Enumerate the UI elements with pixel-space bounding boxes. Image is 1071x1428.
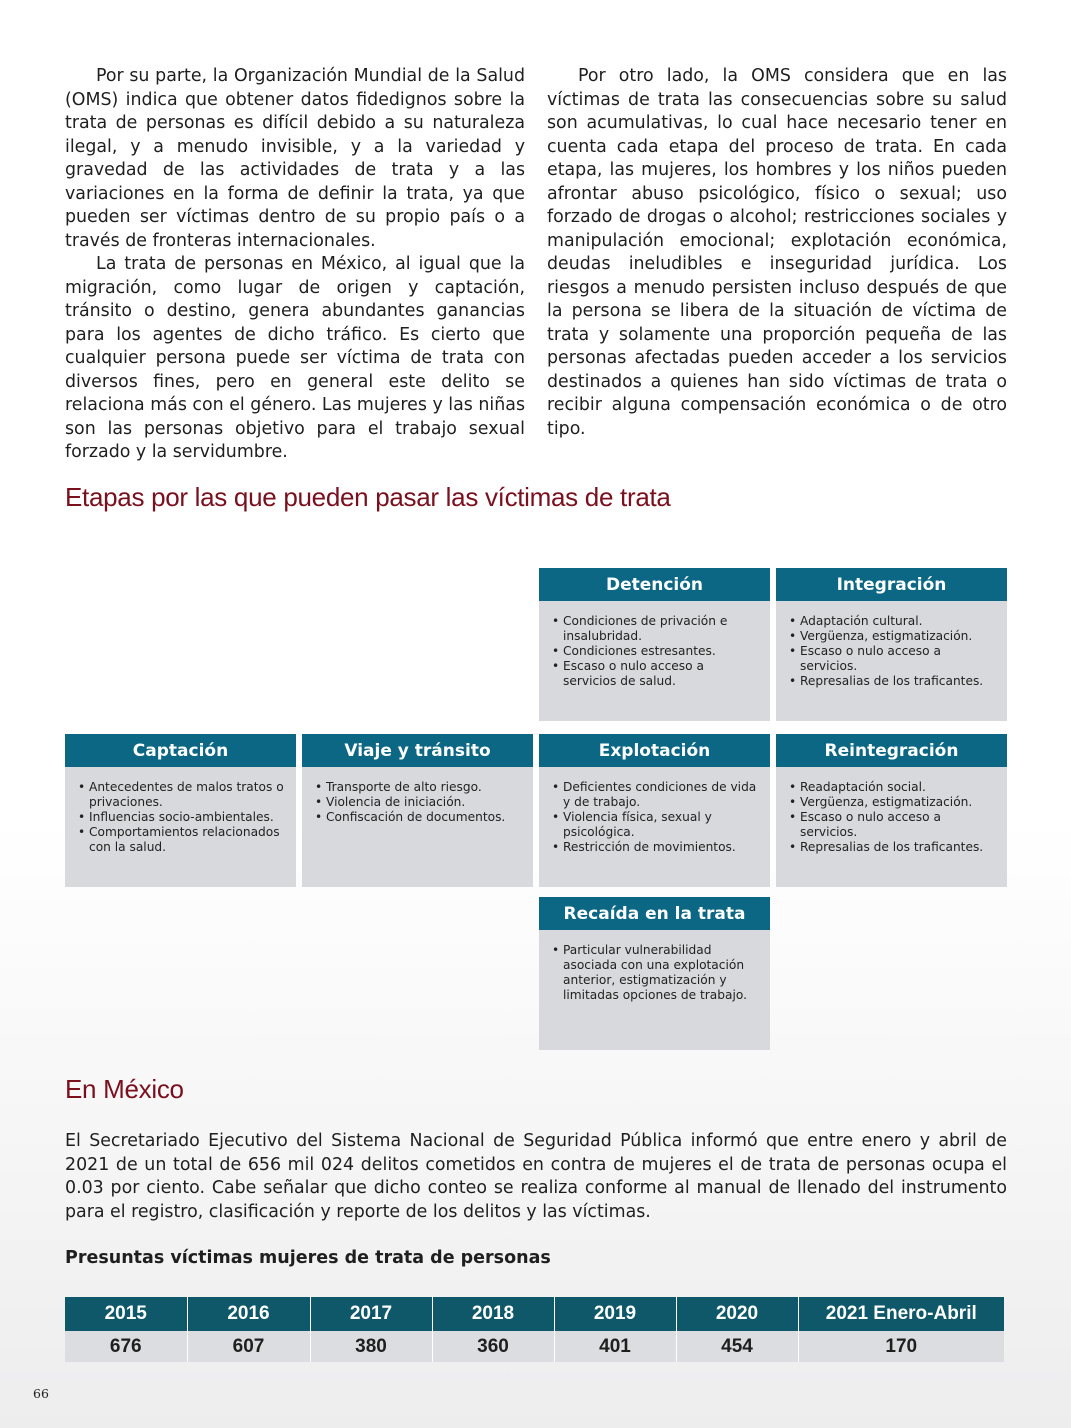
stage-item: • Adaptación cultural. xyxy=(800,614,997,629)
stage-item: • Condiciones de privación e insalubridad. xyxy=(563,614,760,644)
stage-item: • Escaso o nulo acceso a servicios. xyxy=(800,810,997,840)
table-caption: Presuntas víctimas mujeres de trata de personas xyxy=(65,1248,551,1268)
mexico-section-title: En México xyxy=(65,1074,184,1104)
table-cell: 676 xyxy=(65,1331,187,1362)
stage-item: • Comportamientos relacionados con la salud. xyxy=(89,825,286,855)
stage-item: • Violencia de iniciación. xyxy=(326,795,523,810)
victims-table xyxy=(65,1297,1004,1362)
table-header-cell: 2019 xyxy=(554,1297,676,1331)
stage-item: • Vergüenza, estigmatización. xyxy=(800,629,997,644)
stage-item: • Represalias de los traficantes. xyxy=(800,674,997,689)
left-text-column xyxy=(65,65,525,465)
stage-item-list xyxy=(302,767,533,835)
stage-item: • Readaptación social. xyxy=(800,780,997,795)
table-header-cell: 2018 xyxy=(432,1297,554,1331)
stage-item: • Influencias socio-ambientales. xyxy=(89,810,286,825)
mexico-paragraph: El Secretariado Ejecutivo del Sistema Nacional de Seguridad Pública informó que entre enero y abril de 2021 de un total de 656 mil 024 delitos cometidos en contra de mujeres el de trata de personas ocupa el 0.03 por ciento. Cabe señalar que dicho conteo se realiza conforme al manual de llenado del instrumento para el registro, clasificación y reporte de los delitos y las víctimas. xyxy=(65,1131,1007,1222)
stage-card-title: Recaída en la trata xyxy=(539,897,770,930)
stage-item: • Restricción de movimientos. xyxy=(563,840,760,855)
stage-card-integracion xyxy=(776,568,1007,721)
stage-card-title: Captación xyxy=(65,734,296,767)
table-header-cell: 2016 xyxy=(187,1297,310,1331)
stage-item: • Violencia física, sexual y psicológica. xyxy=(563,810,760,840)
stage-card-detencion xyxy=(539,568,770,721)
stage-card-reintegracion xyxy=(776,734,1007,887)
paragraph: Por otro lado, la OMS considera que en las víctimas de trata las consecuencias sobre su salud son acumulativas, lo cual hace necesario tener en cuenta cada etapa del proceso de trata. En cada etapa, las mujeres, los hombres y los niños pueden afrontar abuso psicológico, físico o sexual; uso forzado de drogas o alcohol; restricciones sociales y manipulación emocional; explotación económica, deudas ineludibles e inseguridad jurídica. Los riesgos a menudo persisten incluso después de que la persona se libera de la situación de víctima de trata y solamente una proporción pequeña de las personas afectadas pueden acceder a los servicios destinados a quienes han sido víctimas de trata o recibir alguna compensación económica o de otro tipo. xyxy=(547,66,1007,439)
table-cell: 454 xyxy=(676,1331,798,1362)
table-header-cell: 2015 xyxy=(65,1297,187,1331)
stage-item: • Vergüenza, estigmatización. xyxy=(800,795,997,810)
stage-item: • Escaso o nulo acceso a servicios de salud. xyxy=(563,659,760,689)
stage-item: • Confiscación de documentos. xyxy=(326,810,523,825)
table-header-cell: 2020 xyxy=(676,1297,798,1331)
table-header-cell: 2017 xyxy=(310,1297,432,1331)
stage-item: • Escaso o nulo acceso a servicios. xyxy=(800,644,997,674)
table-header-row xyxy=(65,1297,1004,1331)
stage-item-list xyxy=(539,601,770,699)
stages-section-title: Etapas por las que pueden pasar las víctimas de trata xyxy=(65,482,671,512)
stage-item-list xyxy=(776,767,1007,865)
stage-card-title: Explotación xyxy=(539,734,770,767)
stage-card-title: Integración xyxy=(776,568,1007,601)
table-cell: 360 xyxy=(432,1331,554,1362)
stage-card-captacion xyxy=(65,734,296,887)
stage-item-list xyxy=(539,767,770,865)
stage-item: • Particular vulnerabilidad asociada con una explotación anterior, estigmatización y limitadas opciones de trabajo. xyxy=(563,943,760,1003)
stage-item-list xyxy=(65,767,296,865)
page-number: 66 xyxy=(33,1386,49,1401)
stage-card-title: Viaje y tránsito xyxy=(302,734,533,767)
stage-card-title: Reintegración xyxy=(776,734,1007,767)
stage-item: • Represalias de los traficantes. xyxy=(800,840,997,855)
table-cell: 607 xyxy=(187,1331,310,1362)
table-header-cell: 2021 Enero-Abril xyxy=(798,1297,1004,1331)
table-cell: 401 xyxy=(554,1331,676,1362)
right-text-column xyxy=(547,65,1007,441)
paragraph: La trata de personas en México, al igual que la migración, como lugar de origen y captación, tránsito o destino, genera abundantes ganancias para los agentes de dicho tráfico. Es cierto que cualquier persona puede ser víctima de trata con diversos fines, pero en general este delito se relaciona más con el género. Las mujeres y las niñas son las personas objetivo para el trabajo sexual forzado y la servidumbre. xyxy=(65,254,525,462)
stage-card-title: Detención xyxy=(539,568,770,601)
stage-item-list xyxy=(539,930,770,1013)
paragraph: Por su parte, la Organización Mundial de la Salud (OMS) indica que obtener datos fidedignos sobre la trata de personas es difícil debido a su naturaleza ilegal, y a menudo invisible, y a la variedad y gravedad de las actividades de trata y a las variaciones en la forma de definir la trata, ya que pueden ser víctimas dentro de su propio país o a través de fronteras internacionales. xyxy=(65,66,525,251)
stage-item-list xyxy=(776,601,1007,699)
table-row xyxy=(65,1331,1004,1362)
stage-card-recaida xyxy=(539,897,770,1050)
stage-item: • Condiciones estresantes. xyxy=(563,644,760,659)
stage-item: • Transporte de alto riesgo. xyxy=(326,780,523,795)
stage-card-explotacion xyxy=(539,734,770,887)
stage-item: • Antecedentes de malos tratos o privaciones. xyxy=(89,780,286,810)
stage-card-viaje-transito xyxy=(302,734,533,887)
stage-item: • Deficientes condiciones de vida y de trabajo. xyxy=(563,780,760,810)
table-cell: 170 xyxy=(798,1331,1004,1362)
table-cell: 380 xyxy=(310,1331,432,1362)
